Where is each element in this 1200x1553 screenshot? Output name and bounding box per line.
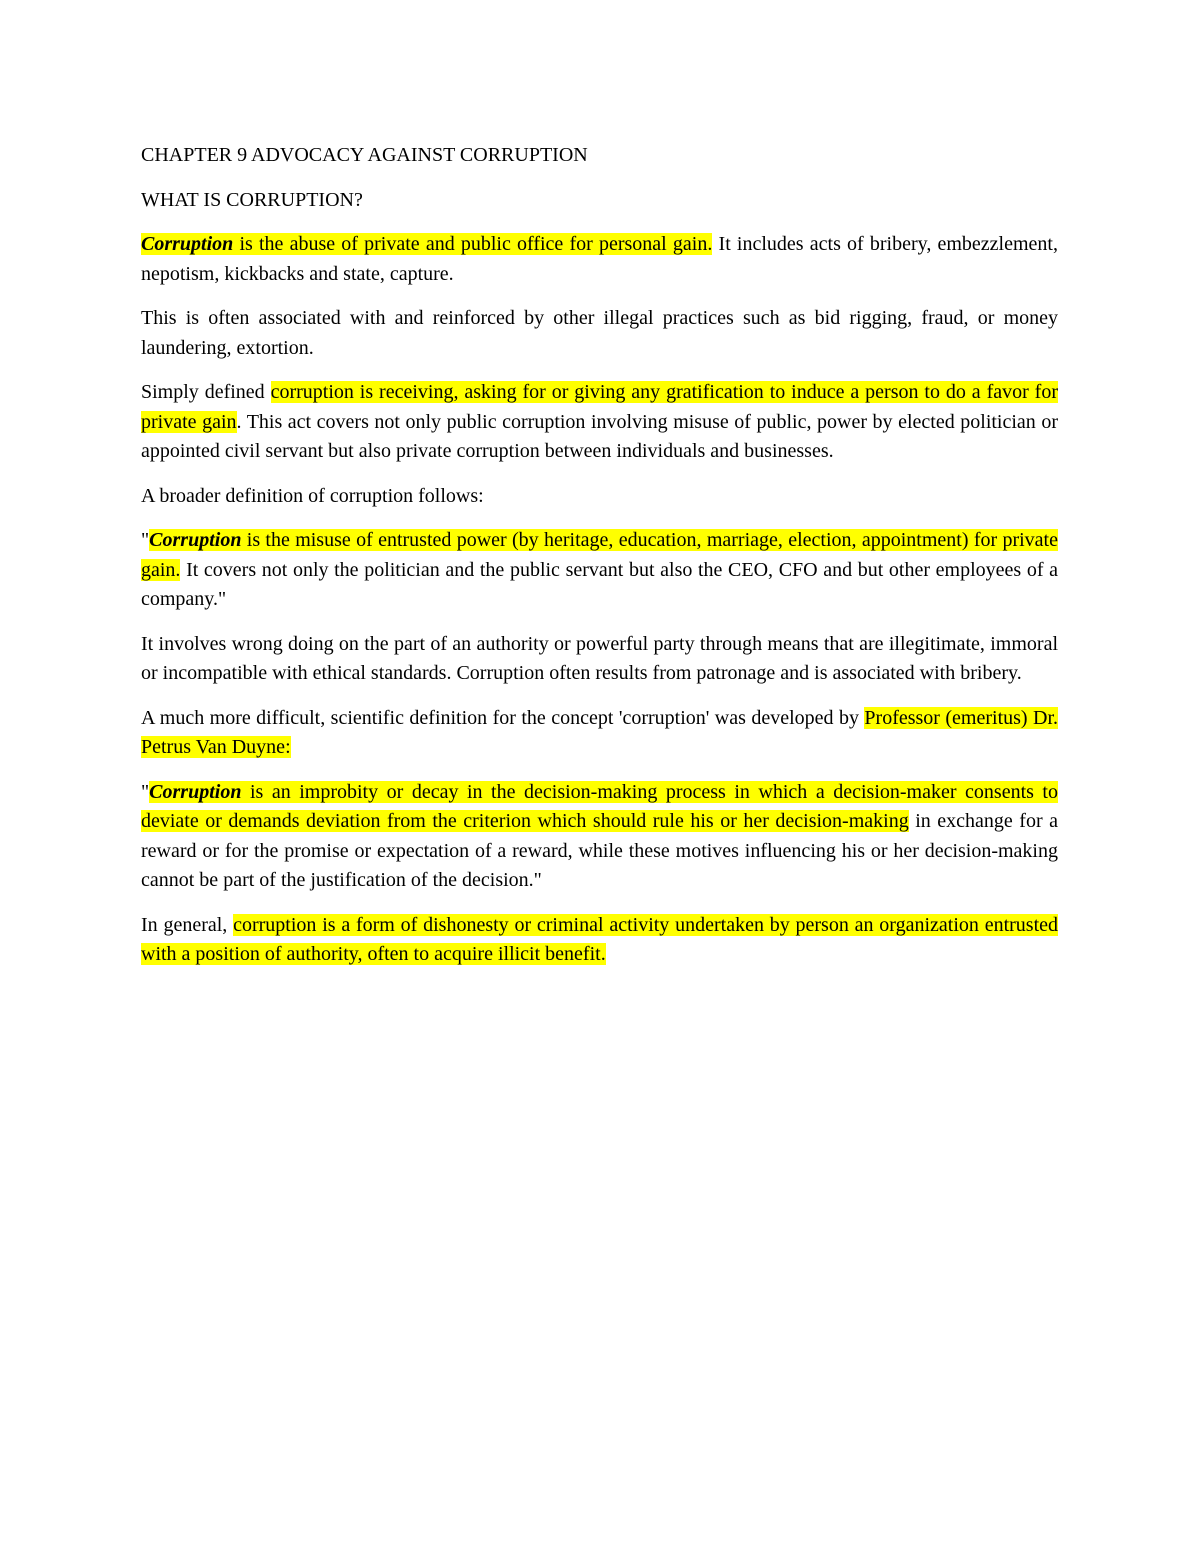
opening-quote: " (141, 780, 150, 803)
paragraph-definition (141, 230, 1058, 289)
paragraph-simple-definition (141, 378, 1058, 467)
paragraph-general (141, 911, 1058, 970)
chapter-title: CHAPTER 9 ADVOCACY AGAINST CORRUPTION (141, 144, 588, 166)
section-title: WHAT IS CORRUPTION? (141, 188, 363, 211)
highlight-span: is an improbity or decay in the decision-making process in which a decision-maker consents to deviate or demands deviation from the criterion which should rule his or her decision-making (141, 780, 1058, 832)
plain-text: Simply defined (141, 381, 271, 403)
highlight-span: is the misuse of entrusted power (by heritage, education, marriage, election, appointment) for private gain. (141, 529, 1058, 581)
plain-text: in exchange for a reward or for the promise or expectation of a reward, while these motives influencing his or her decision-making cannot be part of the justification of the decision." (141, 810, 1059, 891)
paragraph-broader-intro: A broader definition of corruption follows: (141, 484, 484, 507)
opening-quote: " (141, 529, 150, 551)
paragraph-scientific-intro (141, 704, 1058, 763)
term-corruption: Corruption (141, 233, 234, 255)
highlight-span: corruption is a form of dishonesty or criminal activity undertaken by person an organization entrusted with a position of authority, often to acquire illicit benefit. (141, 913, 1058, 965)
paragraph-wrong-doing: It involves wrong doing on the part of an authority or powerful party through means that are illegitimate, immoral or incompatible with ethical standards. Corruption often results from patronage and is associated with bribery. (141, 632, 1058, 684)
highlight-span: Professor (emeritus) Dr. Petrus Van Duyne: (141, 706, 1059, 758)
plain-text: A much more difficult, scientific definition for the concept 'corruption' was developed by (141, 706, 865, 729)
plain-text: It includes acts of bribery, embezzlement, nepotism, kickbacks and state, capture. (141, 233, 1058, 285)
plain-text: In general, (141, 913, 234, 936)
plain-text: It covers not only the politician and the public servant but also the CEO, CFO and but other employees of a company." (141, 558, 1058, 610)
term-corruption: Corruption (149, 780, 242, 803)
highlighted-text (141, 233, 712, 255)
plain-text: . This act covers not only public corruption involving misuse of public, power by elected politician or appointed civil servant but also private corruption between individuals and businesses. (141, 410, 1058, 462)
paragraph-broader-definition (141, 526, 1058, 615)
term-corruption: Corruption (149, 529, 242, 551)
document-page (141, 141, 1058, 985)
paragraph-associated-practices: This is often associated with and reinforced by other illegal practices such as bid rigging, fraud, or money laundering, extortion. (141, 307, 1058, 359)
paragraph-scientific-definition (141, 778, 1058, 896)
highlight-span: is the abuse of private and public office for personal gain. (233, 233, 713, 255)
highlight-span: corruption is receiving, asking for or giving any gratification to induce a person to do a favor for private gain (141, 381, 1058, 433)
